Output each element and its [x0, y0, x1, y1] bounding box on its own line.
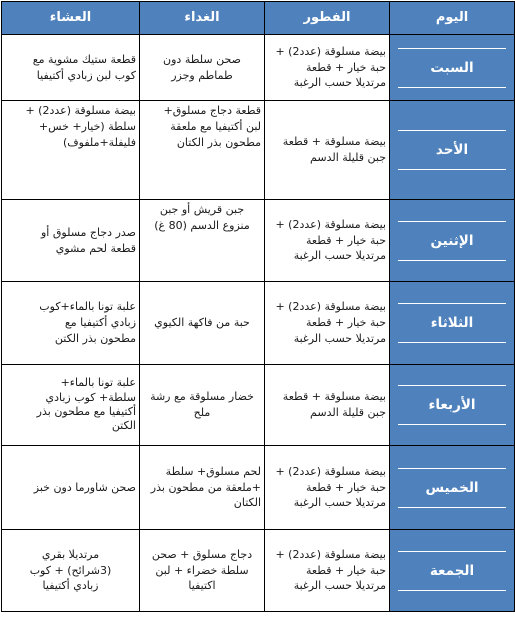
day-cell — [390, 282, 515, 365]
day-cell — [390, 200, 515, 282]
day-label: السبت — [398, 48, 506, 88]
lunch-cell: جبن قريش أو جبن منزوع الدسم (80 غ) — [140, 200, 265, 282]
breakfast-cell: بيضة مسلوقة (عدد2) + حبة خيار + قطعة مرتديلا حسب الرغبة — [265, 282, 390, 365]
dinner-cell: بيضة مسلوقة (عدد2) + سلطة (خيار+ خس+ فليفلة+ملفوف) — [2, 101, 140, 200]
diet-plan-table — [1, 1, 515, 612]
lunch-cell: حبة من فاكهة الكيوي — [140, 282, 265, 365]
breakfast-cell: بيضة مسلوقة (عدد2) + حبة خيار + قطعة مرتديلا حسب الرغبة — [265, 200, 390, 282]
header-lunch: الغداء — [140, 2, 265, 35]
breakfast-cell: بيضة مسلوقة (عدد2) + حبة خيار + قطعة مرتديلا حسب الرغبة — [265, 530, 390, 612]
day-label: الخميس — [398, 468, 506, 508]
table-row — [2, 101, 515, 200]
day-cell — [390, 101, 515, 200]
breakfast-cell: بيضة مسلوقة + قطعة جبن قليلة الدسم — [265, 101, 390, 200]
dinner-cell: مرتديلا بقري (3شرائح) + كوب زبادي أكتيفيا — [2, 530, 140, 612]
dinner-cell: صدر دجاج مسلوق أو قطعة لحم مشوي — [2, 200, 140, 282]
table-header-row — [2, 2, 515, 35]
day-label: الجمعة — [398, 551, 506, 591]
header-breakfast: الفطور — [265, 2, 390, 35]
lunch-cell: صحن سلطة دون طماطم وجزر — [140, 35, 265, 101]
day-cell — [390, 530, 515, 612]
table-row — [2, 365, 515, 446]
breakfast-cell: بيضة مسلوقة (عدد2) + حبة خيار + قطعة مرتديلا حسب الرغبة — [265, 446, 390, 530]
day-cell — [390, 446, 515, 530]
dinner-cell: قطعة ستيك مشوية مع كوب لبن زبادي أكتيفيا — [2, 35, 140, 101]
lunch-cell: دجاج مسلوق + صحن سلطة خضراء + لبن اكتيفيا — [140, 530, 265, 612]
header-day: اليوم — [390, 2, 515, 35]
day-cell — [390, 365, 515, 446]
day-label: الأحد — [398, 130, 506, 170]
day-label: الثلاثاء — [398, 303, 506, 343]
table-row — [2, 282, 515, 365]
day-label: الإثنين — [398, 221, 506, 261]
day-cell — [390, 35, 515, 101]
breakfast-cell: بيضة مسلوقة (عدد2) + حبة خيار + قطعة مرتديلا حسب الرغبة — [265, 35, 390, 101]
table-row — [2, 530, 515, 612]
dinner-cell: صحن شاورما دون خبز — [2, 446, 140, 530]
dinner-cell: علبة تونا بالماء+ سلطة+ كوب زبادي أكتيفيا مع مطحون بذر الكتن — [2, 365, 140, 446]
table-row — [2, 200, 515, 282]
lunch-cell: لحم مسلوق+ سلطة +ملعقة من مطحون بذر الكتان — [140, 446, 265, 530]
table-row — [2, 446, 515, 530]
lunch-cell: قطعة دجاج مسلوق+ لبن أكتيفيا مع ملعقة مطحون بذر الكتان — [140, 101, 265, 200]
dinner-cell: علبة تونا بالماء+كوب زبادي أكتيفيا مع مطحون بذر الكتن — [2, 282, 140, 365]
lunch-cell: خضار مسلوقة مع رشة ملح — [140, 365, 265, 446]
header-dinner: العشاء — [2, 2, 140, 35]
breakfast-cell: بيضة مسلوقة + قطعة جبن قليلة الدسم — [265, 365, 390, 446]
table-row — [2, 35, 515, 101]
day-label: الأربعاء — [398, 385, 506, 425]
